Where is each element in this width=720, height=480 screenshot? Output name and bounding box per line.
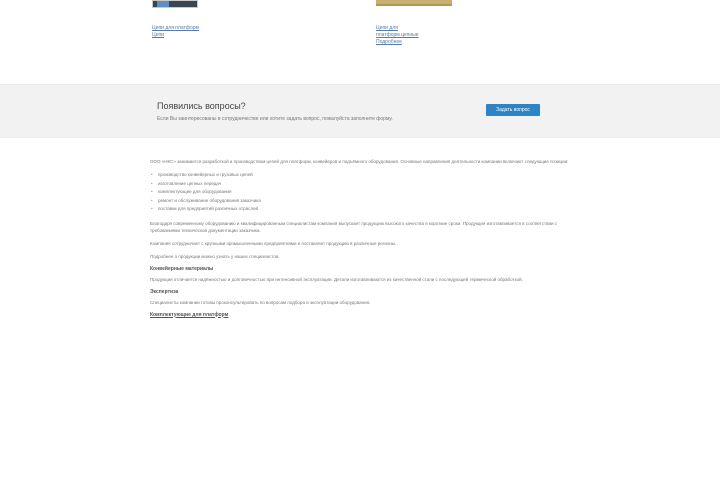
product-link[interactable]: Цепи для bbox=[376, 25, 398, 31]
ask-question-button[interactable]: Задать вопрос bbox=[486, 104, 540, 116]
banner-description: Если Вы заинтересованы в сотрудничестве или хотите задать вопрос, пожалуйста заполните форму. bbox=[157, 116, 393, 122]
product-thumbnail-icon bbox=[157, 1, 169, 7]
list-item: • комплектующие для оборудования bbox=[150, 188, 570, 197]
product-link[interactable]: платформ цепные bbox=[376, 32, 419, 38]
questions-banner bbox=[0, 84, 720, 138]
product-link[interactable]: Цепи для платформ bbox=[152, 25, 199, 31]
section-heading: Экспертиза bbox=[150, 288, 179, 295]
list-item: • изготовление цепных передач bbox=[150, 180, 570, 189]
list-item: • поставки для предприятий различных отраслей bbox=[150, 205, 570, 214]
section-heading: Комплектующие для платформ bbox=[150, 311, 229, 318]
list-item: • производство конвейерных и грузовых цепей bbox=[150, 171, 570, 180]
intro-paragraph: ООО «НКС» занимается разработкой и производством цепей для платформ, конвейеров и подъёмного оборудования. Основные направления деятельности компании включают следующие позиции: bbox=[150, 159, 569, 164]
section-paragraph: Продукция отличается надёжностью и долговечностью при интенсивной эксплуатации. Детали изготавливаются из качественной стали с последующей термической обработкой. bbox=[150, 276, 523, 282]
article-body bbox=[150, 158, 570, 322]
body-paragraph: Благодаря современному оборудованию и квалифицированным специалистам компания выпускает продукцию высокого качества в короткие сроки. Продукция изготавливается в соответствии с требованиями технической документации заказчика. bbox=[150, 220, 558, 233]
services-list bbox=[150, 171, 570, 214]
list-item: • ремонт и обслуживание оборудования заказчика bbox=[150, 197, 570, 206]
section-heading: Конвейерные материалы bbox=[150, 265, 214, 272]
product-strip bbox=[0, 0, 720, 84]
product-link[interactable]: Подробнее bbox=[376, 39, 402, 45]
product-image[interactable] bbox=[152, 0, 198, 8]
product-link[interactable]: Цепи bbox=[152, 32, 164, 38]
product-image[interactable] bbox=[376, 0, 452, 6]
banner-title: Появились вопросы? bbox=[157, 101, 246, 111]
image-edge bbox=[376, 4, 452, 6]
body-paragraph: Компания сотрудничает с крупными промышленными предприятиями и поставляет продукцию в различные регионы. bbox=[150, 240, 397, 246]
body-paragraph: Подробнее о продукции можно узнать у наших специалистов. bbox=[150, 253, 280, 259]
section-paragraph: Специалисты компании готовы проконсультировать по вопросам подбора и эксплуатации оборудования. bbox=[150, 299, 371, 305]
